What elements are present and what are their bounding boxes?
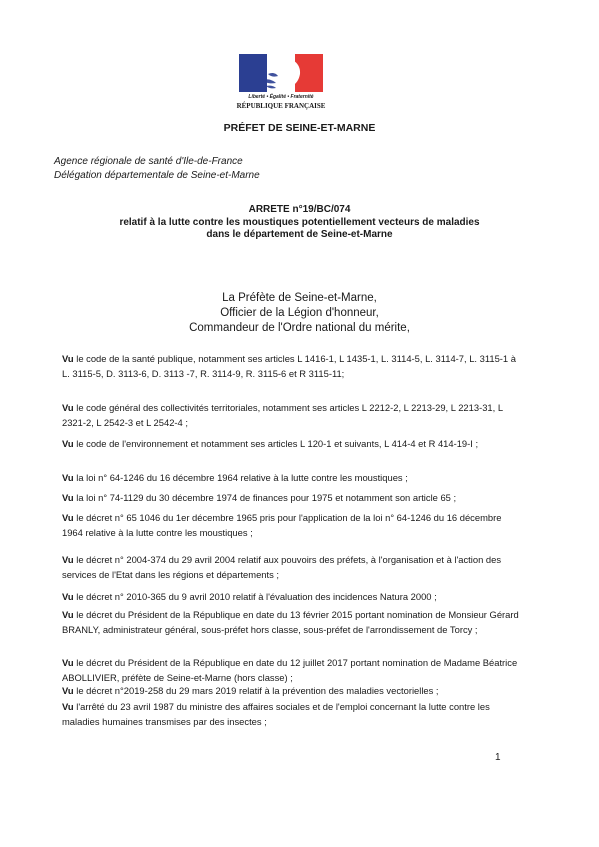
consideration-item: Vu le code de l'environnement et notamment ses articles L 120-1 et suivants, L 414-4 et R 414-19-I ; xyxy=(62,438,479,449)
signatory-line1: La Préfète de Seine-et-Marne, xyxy=(222,292,377,304)
marianne-profile-icon xyxy=(254,56,308,92)
republic-motto: Liberté • Égalité • Fraternité xyxy=(248,94,314,100)
page-number: 1 xyxy=(495,752,501,763)
agency-name: Agence régionale de santé d'Ile-de-France xyxy=(54,156,243,167)
arrete-subject-line1: relatif à la lutte contre les moustiques potentiellement vecteurs de maladies xyxy=(119,216,480,228)
consideration-item: Vu le code général des collectivités territoriales, notamment ses articles L 2212-2, L 2213-29, L 2213-31, L 2321-2, L 2542-3 et L 2542-4 ; xyxy=(62,402,503,428)
signatory-line3: Commandeur de l'Ordre national du mérite, xyxy=(189,322,410,334)
consideration-item: Vu le décret n° 65 1046 du 1er décembre 1965 pris pour l'application de la loi n° 64-1246 du 16 décembre 1964 relative à la lutte contre les moustiques ; xyxy=(62,512,502,538)
consideration-item: Vu le décret n°2019-258 du 29 mars 2019 relatif à la prévention des maladies vectorielles ; xyxy=(62,685,439,696)
agency-delegation: Délégation départementale de Seine-et-Marne xyxy=(54,170,260,181)
consideration-item: Vu le décret du Président de la République en date du 13 février 2015 portant nomination de Monsieur Gérard BRANLY, administrateur général, sous-préfet hors classe, sous-préfet de l'arrondissement de Torcy ; xyxy=(62,609,519,635)
prefect-header: PRÉFET DE SEINE-ET-MARNE xyxy=(223,122,376,134)
consideration-item: Vu l'arrêté du 23 avril 1987 du ministre des affaires sociales et de l'emploi concernant la lutte contre les maladies humaines transmises par des insectes ; xyxy=(62,701,490,727)
arrete-number: ARRETE n°19/BC/074 xyxy=(248,204,351,215)
agency-block xyxy=(54,155,260,183)
consideration-item: Vu le code de la santé publique, notamment ses articles L 1416-1, L 1435-1, L. 3114-5, L. 3114-7, L. 3115-1 à L. 3115-5, D. 3113-6, D. 3113 -7, R. 3114-9, R. 3115-6 et R 3115-11; xyxy=(62,353,516,379)
marianne-logo xyxy=(238,54,324,114)
consideration-item: Vu la loi n° 64-1246 du 16 décembre 1964 relative à la lutte contre les moustiques ; xyxy=(62,472,408,483)
arrete-title-block xyxy=(0,204,599,242)
arrete-subject-line2: dans le département de Seine-et-Marne xyxy=(206,229,393,240)
consideration-item: Vu la loi n° 74-1129 du 30 décembre 1974 de finances pour 1975 et notamment son article 65 ; xyxy=(62,492,457,503)
signatory-line2: Officier de la Légion d'honneur, xyxy=(220,307,379,319)
consideration-item: Vu le décret du Président de la République en date du 12 juillet 2017 portant nomination de Madame Béatrice ABOLLIVIER, préfète de Seine-et-Marne (hors classe) ; xyxy=(62,657,518,683)
republic-name: RÉPUBLIQUE FRANÇAISE xyxy=(236,102,326,110)
consideration-item: Vu le décret n° 2010-365 du 9 avril 2010 relatif à l'évaluation des incidences Natura 2000 ; xyxy=(62,591,437,602)
consideration-item: Vu le décret n° 2004-374 du 29 avril 2004 relatif aux pouvoirs des préfets, à l'organisation et à l'action des services de l'Etat dans les régions et départements ; xyxy=(62,554,502,580)
signatory-block xyxy=(0,291,599,336)
